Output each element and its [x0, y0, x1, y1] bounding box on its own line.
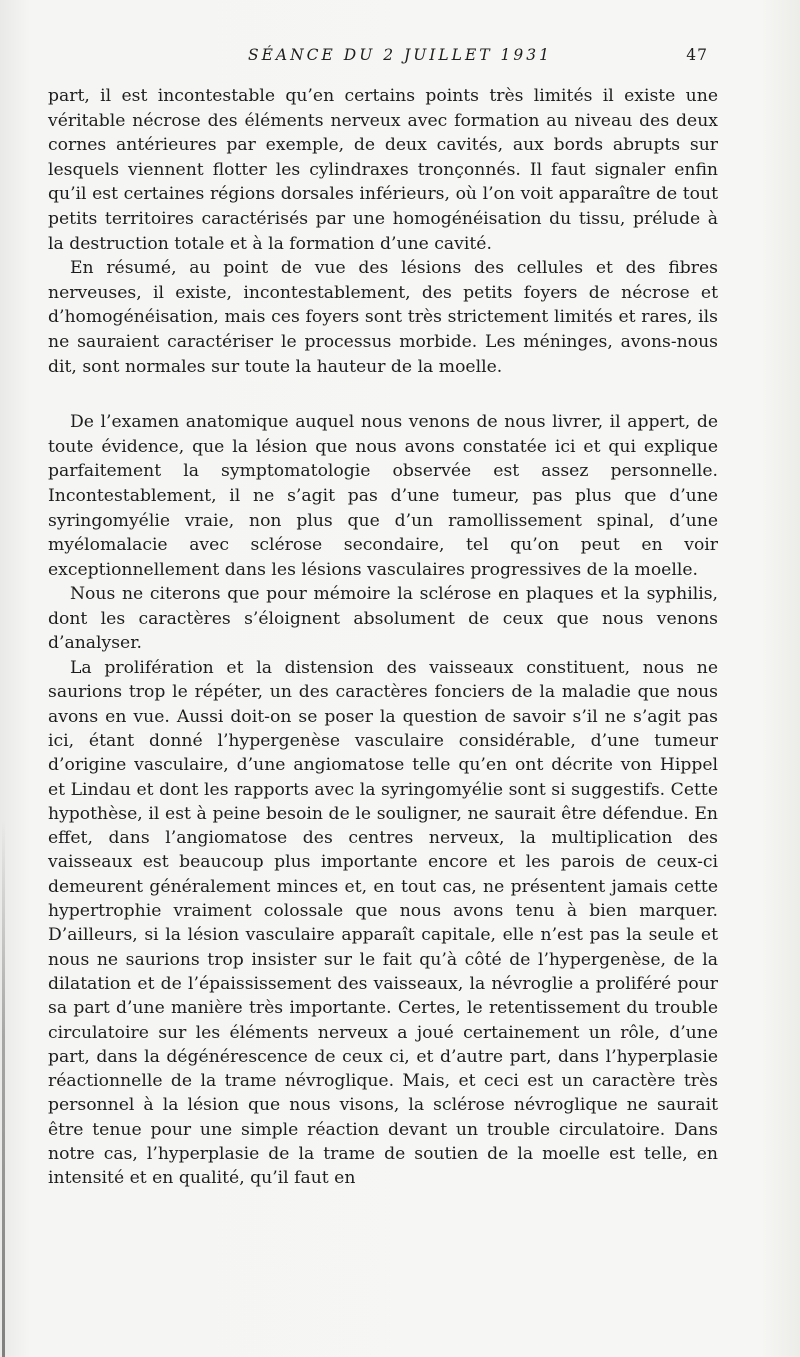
paragraph-sclerosis-syphilis: Nous ne citerons que pour mémoire la sclérose en plaques et la syphilis, dont les caractères s’éloignent absolument de ceux que nous venons d’analyser. [48, 584, 718, 654]
running-header [0, 46, 800, 70]
page-edge-shadow [2, 820, 5, 1357]
body-text [48, 84, 718, 1191]
paragraph-vascular-proliferation: La prolifération et la distension des vaisseaux constituent, nous ne saurions trop le répéter, un des caractères fonciers de la maladie que nous avons en vue. Aussi doit-on se poser la question de savoir s’il ne s’agit pas ici, étant donné l’hypergenèse vasculaire considérable, d’une tumeur d’origine vasculaire, d’une angiomatose telle qu’en ont décrite von Hippel et Lindau et dont les rapports avec la syringomyélie sont si suggestifs. Cette hypothèse, il est à peine besoin de le souligner, ne saurait être défendue. En effet, dans l’angiomatose des centres nerveux, la multiplication des vaisseaux est beaucoup plus importante encore et les parois de ceux-ci demeurent généralement minces et, en tout cas, ne présentent jamais cette hypertrophie vraiment colossale que nous avons tenu à bien marquer. D’ailleurs, si la lésion vasculaire apparaît capitale, elle n’est pas la seule et nous ne saurions trop insister sur le fait qu’à côté de l’hypergenèse, de la dilatation et de l’épaississement des vaisseaux, la névroglie a proliféré pour sa part d’une manière très importante. Certes, le retentissement du trouble circulatoire sur les éléments nerveux a joué certainement un rôle, d’une part, dans la dégénérescence de ceux ci, et d’autre part, dans l’hyperplasie réactionnelle de la trame névroglique. Mais, et ceci est un caractère très personnel à la lésion que nous visons, la sclérose névroglique ne saurait être tenue pour une simple réaction devant un trouble circulatoire. Dans notre cas, l’hyperplasie de la trame de soutien de la moelle est telle, en intensité et en qualité, qu’il faut en [48, 658, 718, 1189]
paragraph-continuation: part, il est incontestable qu’en certains points très limités il existe une véritable nécrose des éléments nerveux avec formation au niveau des deux cornes antérieures par exemple, de deux cavités, aux bords abrupts sur lesquels viennent flotter les cylindraxes tronçonnés. Il faut signaler enfin qu’il est certaines régions dorsales inférieurs, où l’on voit apparaître de tout petits territoires caractérisés par une homogénéisation du tissu, prélude à la destruction totale et à la formation d’une cavité. [48, 86, 718, 254]
paragraph-summary: En résumé, au point de vue des lésions des cellules et des fibres nerveuses, il existe, incontestablement, des petits foyers de nécrose et d’homogénéisation, mais ces foyers sont très strictement limités et rares, ils ne sauraient caractériser le processus morbide. Les méninges, avons-nous dit, sont normales sur toute la hauteur de la moelle. [48, 258, 718, 377]
running-title: SÉANCE DU 2 JUILLET 1931 [247, 46, 552, 64]
paragraph-anatomical-exam: De l’examen anatomique auquel nous venons de nous livrer, il appert, de toute évidence, que la lésion que nous avons constatée ici et qui explique parfaitement la symptomatologie observée est assez personnelle. Incontestablement, il ne s’agit pas d’une tumeur, pas plus que d’une syringomyélie vraie, non plus que d’un ramollissement spinal, d’une myélomalacie avec sclérose secondaire, tel qu’on peut en voir exceptionnellement dans les lésions vasculaires progressives de la moelle. [48, 412, 718, 580]
page-number: 47 [686, 46, 708, 64]
